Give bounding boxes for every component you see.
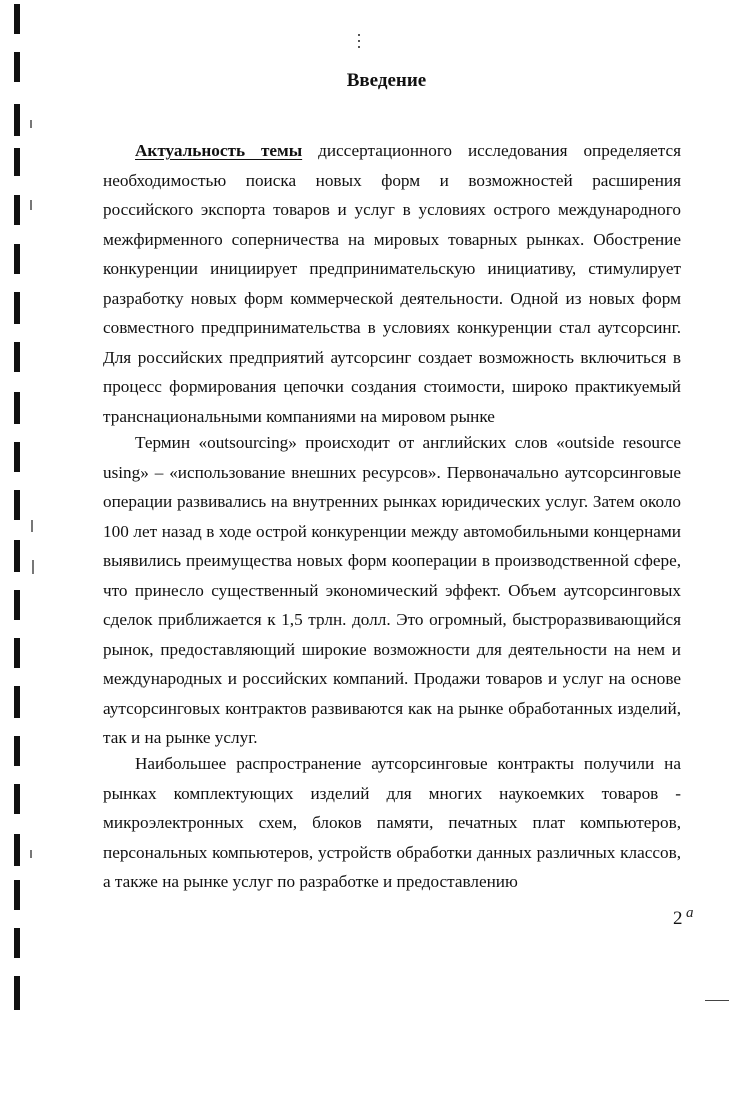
- page-title: Введение: [346, 70, 427, 91]
- binding-mark: [14, 590, 20, 620]
- binding-mark: [14, 976, 20, 1010]
- binding-mark: [14, 392, 20, 424]
- binding-mark: [14, 104, 20, 136]
- binding-mark: [14, 244, 20, 274]
- scan-speck: [30, 120, 32, 128]
- binding-mark: [14, 4, 20, 34]
- binding-mark: [14, 638, 20, 668]
- binding-mark: [14, 292, 20, 324]
- paragraph-text: диссертационного исследования определяется необходимостью поиска новых форм и возможностей расширения российского экспорта товаров и услуг в условиях острого международного межфирменного соперничества на мировых товарных рынках. Обострение конкуренции инициирует предпринимательскую инициативу, стимулирует разработку новых форм коммерческой деятельности. Одной из новых форм совместного предпринимательства в условиях конкуренции стал аутсорсинг. Для российских предприятий аутсорсинг создает возможность включиться в процесс формирования цепочки создания стоимости, широко практикуемый транснациональными компаниями на мировом рынке: [103, 141, 681, 426]
- binding-mark: [14, 442, 20, 472]
- paragraph-outsourcing-markets: Наибольшее распространение аутсорсинговые контракты получили на рынках комплектующих изделий для многих наукоемких товаров - микроэлектронных схем, блоков памяти, печатных плат компьютеров, персональных компьютеров, устройств обработки данных различных классов, а также на рынке услуг по разработке и предоставлению: [103, 754, 681, 891]
- scan-speck: [30, 850, 32, 858]
- scan-speck: [30, 200, 32, 210]
- binding-mark: [14, 834, 20, 866]
- binding-mark: [14, 784, 20, 814]
- binding-mark: [14, 490, 20, 520]
- binding-mark: [14, 686, 20, 718]
- scan-speck: [32, 560, 34, 574]
- binding-mark: [14, 148, 20, 176]
- binding-mark: [14, 195, 20, 225]
- page-number-mark: а: [686, 905, 694, 921]
- binding-mark: [14, 928, 20, 958]
- binding-mark: [14, 880, 20, 910]
- binding-mark: [14, 342, 20, 372]
- paragraph-outsourcing-term: Термин «outsourcing» происходит от английских слов «outside resource using» – «использование внешних ресурсов». Первоначально аутсорсинговые операции развивались на внутренних рынках юридических услуг. Затем около 100 лет назад в ходе острой конкуренции между автомобильными концернами выявились преимущества новых форм кооперации в производственной сфере, что принесло существенный экономический эффект. Объем аутсорсинговых сделок приближается к 1,5 трлн. долл. Это огромный, быстроразвивающийся рынок, предоставляющий широкие возможности для деятельности на нем и международных и российских компаний. Продажи товаров и услуг на основе аутсорсинговых контрактов развиваются как на рынке обработанных изделий, так и на рынке услуг.: [103, 433, 681, 747]
- paragraph-relevance: [103, 136, 681, 431]
- scan-speck: [31, 520, 33, 532]
- binding-mark: [14, 540, 20, 572]
- page-number: 2: [673, 908, 683, 929]
- corner-mark: [705, 1000, 729, 1001]
- relevance-term: Актуальность темы: [135, 141, 303, 160]
- binding-mark: [14, 736, 20, 766]
- scan-speck: [358, 34, 360, 50]
